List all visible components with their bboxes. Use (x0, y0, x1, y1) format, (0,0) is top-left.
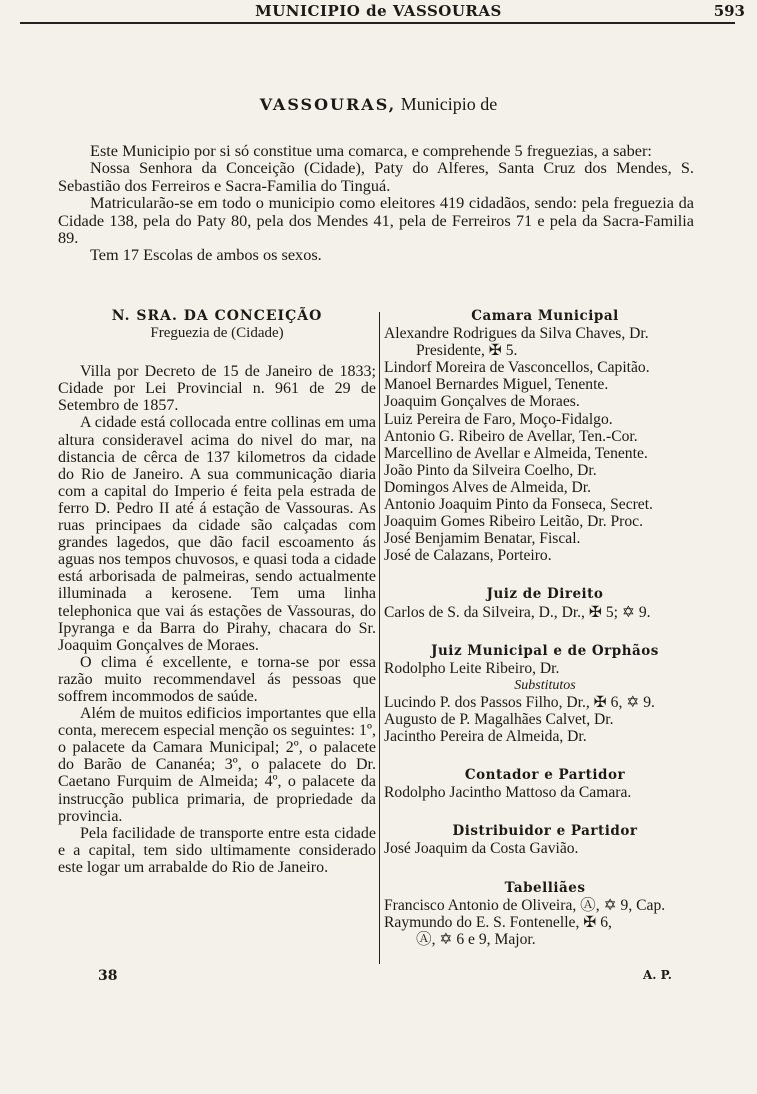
intro-paragraph: Este Municipio por si só constitue uma comarca, e comprehende 5 freguezias, a saber: (90, 141, 652, 160)
official-entry: Manoel Bernardes Miguel, Tenente. (384, 376, 609, 394)
intro-paragraph: Tem 17 Escolas de ambos os sexos. (90, 245, 322, 265)
intro-paragraph: Matricularão-se em todo o municipio como eleitores 419 cidadãos, sendo: pela freguezia da Cidade 138, pela do Paty 80, pela dos Mendes 41, pela de Ferreiros 71 e pela da Sacra-Familia 89. (58, 193, 694, 248)
title-rest: Municipio de (400, 94, 498, 114)
parish-paragraph: A cidade está collocada entre collinas em uma altura consideravel acima do nivel do mar, na distancia de cêrca de 137 kilometros da cidade do Rio de Janeiro. A sua communicação diaria com a capital do Imperio é feita pela estrada de ferro D. Pedro II até á estação de Vassouras. As ruas principaes da cidade são calçadas com grandes lagedos, que dão facil escoamento ás aguas nos tempos chuvosos, e quasi toda a cidade está arborisada de palmeiras, sendo actualmente illuminada a kerosene. Tem uma linha telephonica que vai ás estações de Vassouras, do Ipyranga e da Barra do Pirahy, chacara do Sr. Joaquim Gonçalves de Moraes. (58, 414, 376, 654)
contador-heading: Contador e Partidor (464, 767, 626, 784)
official-entry: Jacintho Pereira de Almeida, Dr. (384, 728, 587, 746)
parish-column (58, 308, 376, 876)
official-entry: Antonio G. Ribeiro de Avellar, Ten.-Cor. (384, 427, 638, 445)
parish-paragraph: Villa por Decreto de 15 de Janeiro de 1833; Cidade por Lei Provincial n. 961 de 29 de Setembro de 1857. (58, 363, 376, 415)
official-entry: Presidente, ✠ 5. (416, 342, 518, 360)
official-entry: Rodolpho Jacintho Mattoso da Camara. (384, 784, 632, 802)
juiz-direito-section (384, 586, 706, 620)
intro-block (58, 142, 694, 264)
tabelliaes-section (384, 880, 706, 948)
page-title (0, 94, 757, 115)
page-number: 593 (713, 2, 745, 20)
camara-section (384, 308, 706, 564)
intro-paragraph: Nossa Senhora da Conceição (Cidade), Paty do Alferes, Santa Cruz dos Mendes, S. Sebastião dos Ferreiros e Sacra-Familia do Tinguá. (58, 158, 694, 195)
official-entry: Joaquim Gonçalves de Moraes. (384, 393, 580, 411)
title-name: VASSOURAS, (259, 95, 397, 114)
official-entry: Carlos de S. da Silveira, D., Dr., ✠ 5; ✡ 9. (384, 603, 651, 621)
parish-paragraph: O clima é excellente, e torna-se por essa razão muito recommendavel ás pessoas que soffrem incommodos de saúde. (58, 653, 376, 705)
official-entry: João Pinto da Silveira Coelho, Dr. (384, 461, 597, 479)
official-entry: Domingos Alves de Almeida, Dr. (384, 478, 592, 496)
parish-heading: N. SRA. DA CONCEIÇÃO (111, 308, 323, 324)
parish-paragraph: Além de muitos edificios importantes que ella conta, merecem especial menção os seguintes: 1º, o palacete da Camara Municipal; 2º, o palacete do Barão de Cananéa; 3º, o palacete do Dr. Caetano Furquim de Almeida; 4º, o palacete da instrucção publica primaria, de propriedade da provincia. (58, 705, 376, 825)
juiz-direito-heading: Juiz de Direito (486, 586, 604, 603)
substitutos-label: Substitutos (514, 677, 576, 693)
officials-column (384, 308, 706, 970)
printer-mark: A. P. (643, 968, 672, 982)
parish-subheading: Freguezia de (Cidade) (150, 325, 284, 342)
official-entry: Joaquim Gomes Ribeiro Leitão, Dr. Proc. (384, 513, 643, 531)
official-entry: Lucindo P. dos Passos Filho, Dr., ✠ 6, ✡ 9. (384, 693, 655, 711)
juiz-municipal-section (384, 643, 706, 746)
official-entry: Antonio Joaquim Pinto da Fonseca, Secret. (384, 496, 653, 514)
camara-heading: Camara Municipal (471, 308, 619, 324)
official-entry: Rodolpho Leite Ribeiro, Dr. (384, 659, 560, 677)
contador-section (384, 767, 706, 801)
official-entry: Luiz Pereira de Faro, Moço-Fidalgo. (384, 410, 613, 428)
running-title: MUNICIPIO de VASSOURAS (255, 2, 502, 20)
official-entry: Alexandre Rodrigues da Silva Chaves, Dr. (384, 325, 649, 343)
official-entry: Lindorf Moreira de Vasconcellos, Capitão. (384, 359, 650, 377)
juiz-municipal-heading: Juiz Municipal e de Orphãos (431, 642, 659, 659)
signature-mark: 38 (98, 968, 118, 984)
official-entry: José de Calazans, Porteiro. (384, 547, 552, 565)
official-entry: José Benjamim Benatar, Fiscal. (384, 530, 581, 548)
official-entry: Ⓐ, ✡ 6 e 9, Major. (416, 930, 536, 948)
official-entry: Raymundo do E. S. Fontenelle, ✠ 6, (384, 913, 612, 931)
official-entry: Marcellino de Avellar e Almeida, Tenente. (384, 444, 648, 462)
official-entry: Augusto de P. Magalhães Calvet, Dr. (384, 710, 614, 728)
column-divider (379, 312, 380, 964)
distribuidor-heading: Distribuidor e Partidor (452, 823, 638, 840)
header-rule (20, 22, 735, 24)
tabelliaes-heading: Tabelliães (504, 879, 586, 896)
distribuidor-section (384, 823, 706, 857)
parish-paragraph: Pela facilidade de transporte entre esta cidade e a capital, tem sido ultimamente considerado este logar um arrabalde do Rio de Janeiro. (58, 824, 376, 876)
official-entry: Francisco Antonio de Oliveira, Ⓐ, ✡ 9, Cap. (384, 896, 666, 914)
official-entry: José Joaquim da Costa Gavião. (384, 840, 579, 858)
